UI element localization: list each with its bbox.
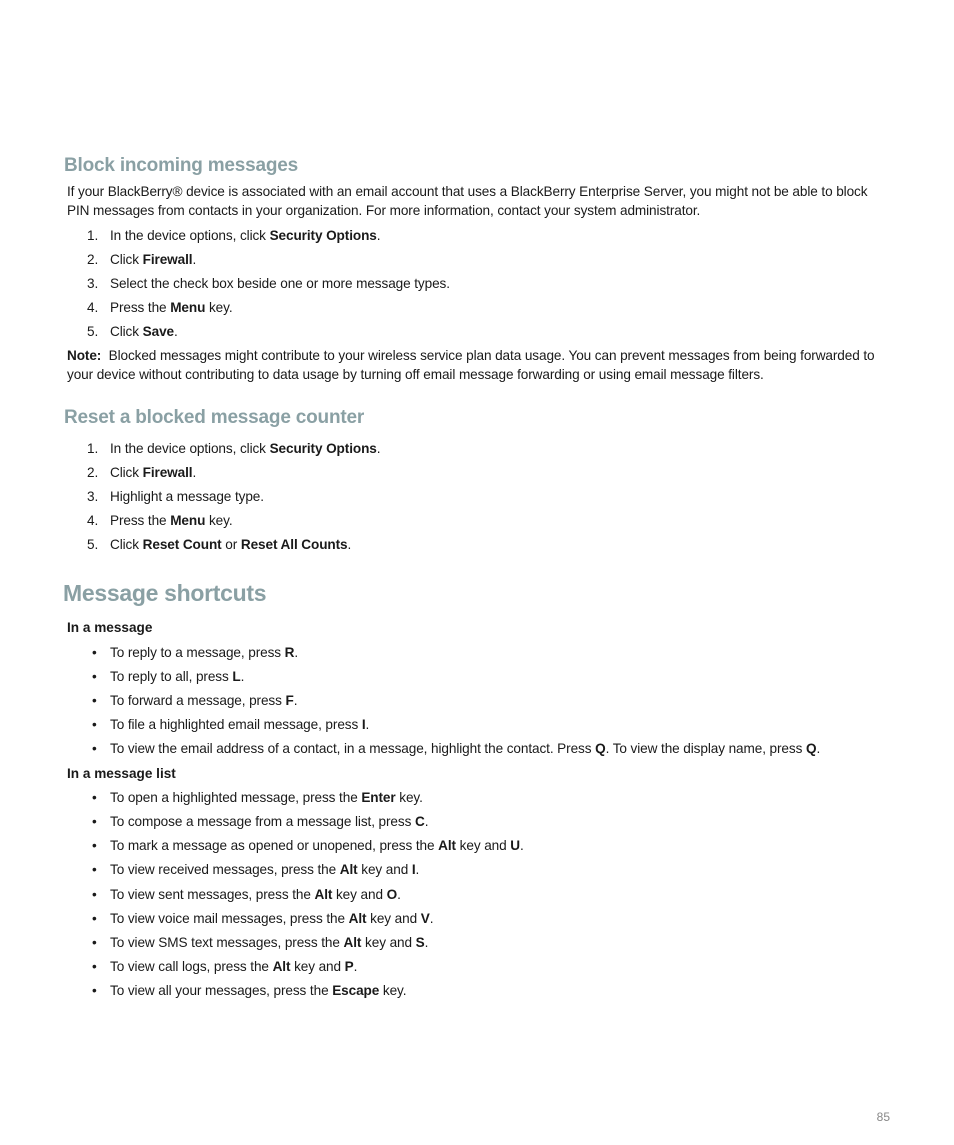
bullet-icon: • <box>92 935 97 950</box>
page-number: 85 <box>876 1110 890 1124</box>
step-number: 5. <box>87 537 99 552</box>
step-number: 2. <box>87 465 99 480</box>
subheading-in-a-message: In a message <box>67 620 153 635</box>
bullet-icon: • <box>92 838 97 853</box>
step-number: 4. <box>87 300 99 315</box>
bullet-icon: • <box>92 741 97 756</box>
list-item: To mark a message as opened or unopened, press the Alt key and U. <box>110 838 524 853</box>
step-text: Press the Menu key. <box>110 513 233 528</box>
step-number: 1. <box>87 228 99 243</box>
intro-line-1: If your BlackBerry® device is associated with an email account that uses a BlackBerry Enterprise Server, you might not be able to block <box>67 184 868 199</box>
note-line-1: Blocked messages might contribute to your wireless service plan data usage. You can prevent messages from being forwarded to <box>108 348 875 363</box>
heading-block-incoming-messages: Block incoming messages <box>64 155 299 176</box>
bullet-icon: • <box>92 693 97 708</box>
step-text: Press the Menu key. <box>110 300 233 315</box>
list-item: To view received messages, press the Alt key and I. <box>110 862 420 877</box>
bullet-icon: • <box>92 911 97 926</box>
bullet-icon: • <box>92 790 97 805</box>
step-text: Click Firewall. <box>110 465 197 480</box>
bullet-icon: • <box>92 862 97 877</box>
list-item: To forward a message, press F. <box>110 693 298 708</box>
step-number: 4. <box>87 513 99 528</box>
list-item: To open a highlighted message, press the Enter key. <box>110 790 423 805</box>
list-item: To view all your messages, press the Escape key. <box>110 983 407 998</box>
heading-reset-blocked-counter: Reset a blocked message counter <box>64 407 365 428</box>
bullet-icon: • <box>92 645 97 660</box>
list-item: To file a highlighted email message, press I. <box>110 717 370 732</box>
note-paragraph <box>67 346 897 384</box>
list-item: To view call logs, press the Alt key and P. <box>110 959 358 974</box>
note-line-2: your device without contributing to data usage by turning off email message forwarding or using email message filters. <box>67 367 764 382</box>
step-text: Click Firewall. <box>110 252 197 267</box>
step-text: Click Save. <box>110 324 178 339</box>
step-number: 3. <box>87 276 99 291</box>
step-number: 5. <box>87 324 99 339</box>
bullet-icon: • <box>92 983 97 998</box>
bullet-icon: • <box>92 717 97 732</box>
bullet-icon: • <box>92 959 97 974</box>
subheading-in-a-message-list: In a message list <box>67 766 176 781</box>
heading-message-shortcuts: Message shortcuts <box>63 580 267 606</box>
step-text: In the device options, click Security Options. <box>110 441 381 456</box>
step-number: 1. <box>87 441 99 456</box>
intro-paragraph <box>67 182 897 220</box>
bullet-icon: • <box>92 814 97 829</box>
list-item: To view voice mail messages, press the Alt key and V. <box>110 911 434 926</box>
bullet-icon: • <box>92 669 97 684</box>
list-item: To reply to a message, press R. <box>110 645 299 660</box>
step-text: In the device options, click Security Options. <box>110 228 381 243</box>
list-item: To reply to all, press L. <box>110 669 245 684</box>
step-text: Click Reset Count or Reset All Counts. <box>110 537 352 552</box>
step-text: Highlight a message type. <box>110 489 264 504</box>
intro-line-2: PIN messages from contacts in your organization. For more information, contact your system administrator. <box>67 203 701 218</box>
list-item: To view sent messages, press the Alt key and O. <box>110 887 401 902</box>
bullet-icon: • <box>92 887 97 902</box>
list-item: To compose a message from a message list, press C. <box>110 814 429 829</box>
note-label: Note: <box>67 348 102 363</box>
step-number: 2. <box>87 252 99 267</box>
list-item: To view the email address of a contact, in a message, highlight the contact. Press Q. To view the display name, press Q. <box>110 741 821 756</box>
step-number: 3. <box>87 489 99 504</box>
step-text: Select the check box beside one or more message types. <box>110 276 450 291</box>
list-item: To view SMS text messages, press the Alt key and S. <box>110 935 429 950</box>
